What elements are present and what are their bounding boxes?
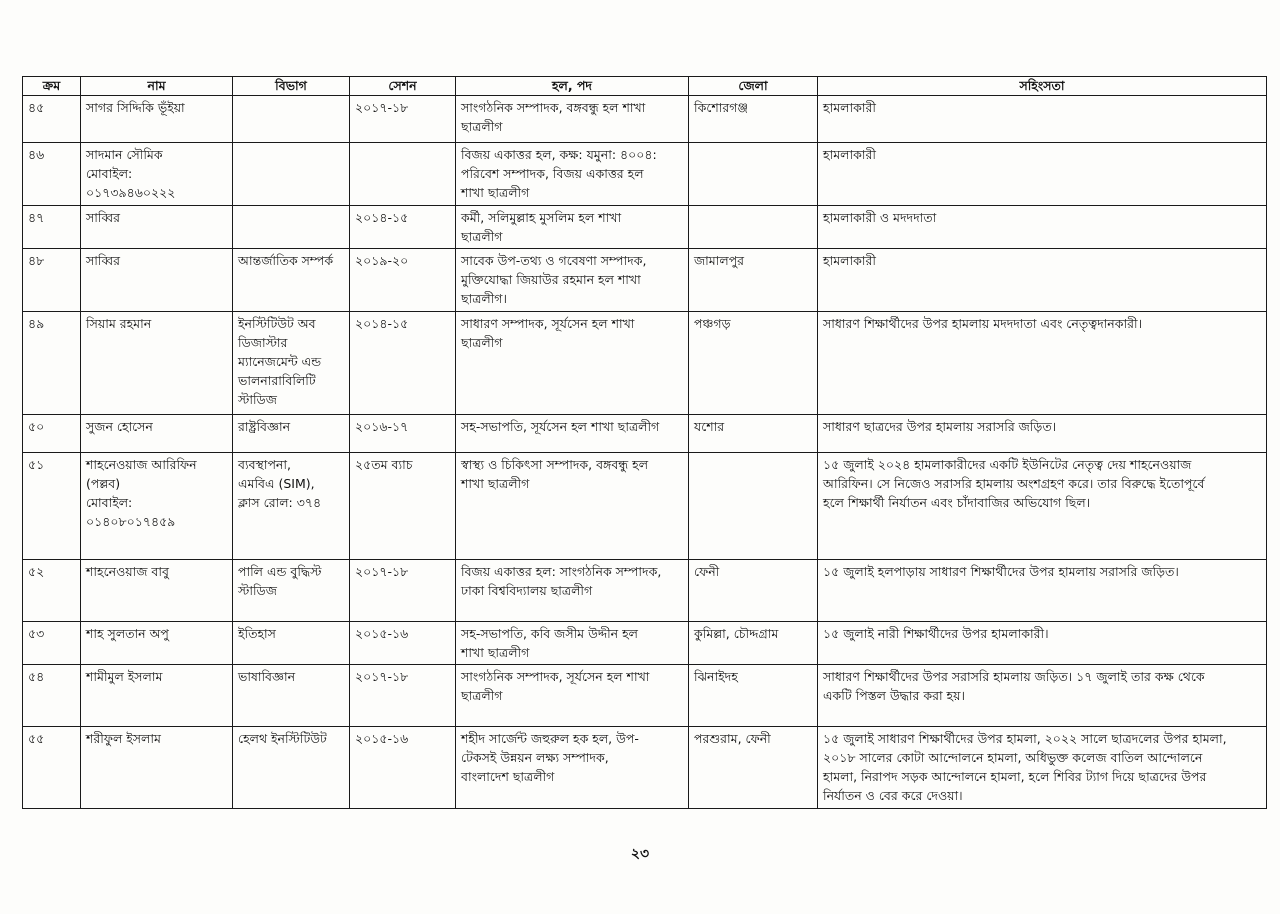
cell-department-line: স্টাডিজ: [238, 583, 277, 598]
cell-name-line: শামীমুল ইসলাম: [86, 669, 163, 684]
cell-violence-line: একটি পিস্তল উদ্ধার করা হয়।: [823, 688, 965, 703]
cell-district: [689, 727, 818, 809]
cell-serial: ৪৫: [23, 96, 81, 143]
cell-district-line: কিশোরগঞ্জ: [694, 100, 749, 115]
cell-violence-line: ১৫ জুলাই সাধারণ শিক্ষার্থীদের উপর হামলা, ২০২২ সালে ছাত্রদলের উপর হামলা,: [823, 731, 1227, 746]
cell-name-line: সুজন হোসেন: [86, 419, 153, 434]
cell-district-line: ফেনী: [694, 564, 720, 579]
cell-department: [233, 249, 350, 312]
cell-name: [81, 206, 233, 249]
cell-department-line: ইতিহাস: [238, 626, 276, 641]
header-violence: সহিংসতা: [818, 77, 1267, 96]
cell-district: [689, 249, 818, 312]
cell-session: ২০১৯-২০: [350, 249, 456, 312]
cell-department-line: ম্যানেজমেন্ট এন্ড: [238, 354, 322, 369]
cell-serial: ৪৯: [23, 312, 81, 415]
cell-department-line: ভালনারাবিলিটি: [238, 373, 316, 388]
cell-session: ২০১৪-১৫: [350, 312, 456, 415]
cell-violence: [818, 665, 1267, 727]
cell-hall-post: [456, 727, 689, 809]
cell-name-line: শাহ সুলতান অপু: [86, 626, 169, 641]
cell-session: ২০১৫-১৬: [350, 727, 456, 809]
cell-violence: [818, 206, 1267, 249]
cell-department-line: আন্তর্জাতিক সম্পর্ক: [238, 253, 334, 268]
cell-violence: [818, 622, 1267, 665]
table-row: [23, 727, 1267, 809]
cell-violence: [818, 96, 1267, 143]
cell-violence-line: সাধারণ শিক্ষার্থীদের উপর হামলায় মদদদাতা এবং নেতৃত্বদানকারী।: [823, 316, 1143, 331]
cell-name: [81, 143, 233, 206]
header-district: জেলা: [689, 77, 818, 96]
violence-table: [22, 76, 1267, 809]
cell-session: ২৫তম ব্যাচ: [350, 453, 456, 560]
cell-hall-post: [456, 415, 689, 453]
cell-hall-post-line: শাখা ছাত্রলীগ: [461, 476, 530, 491]
table-header-row: [23, 77, 1267, 96]
cell-violence-line: হামলাকারী: [823, 147, 876, 162]
table-row: [23, 665, 1267, 727]
cell-name: [81, 249, 233, 312]
cell-name-line: ০১৭৩৯৪৬০২২২: [86, 185, 176, 200]
header-serial: ক্রম: [23, 77, 81, 96]
cell-serial: ৫৪: [23, 665, 81, 727]
cell-hall-post-line: বিজয় একাত্তর হল, কক্ষ: যমুনা: ৪০০৪:: [461, 147, 657, 162]
cell-hall-post-line: সাবেক উপ-তথ্য ও গবেষণা সম্পাদক,: [461, 253, 647, 268]
cell-violence-line: ১৫ জুলাই হলপাড়ায় সাধারণ শিক্ষার্থীদের উপর হামলায় সরাসরি জড়িত।: [823, 564, 1179, 579]
cell-hall-post: [456, 312, 689, 415]
cell-session: ২০১৭-১৮: [350, 96, 456, 143]
cell-serial: ৪৮: [23, 249, 81, 312]
cell-serial: ৫৩: [23, 622, 81, 665]
cell-violence-line: সাধারণ শিক্ষার্থীদের উপর সরাসরি হামলায় জড়িত। ১৭ জুলাই তার কক্ষ থেকে: [823, 669, 1205, 684]
cell-hall-post-line: সাধারণ সম্পাদক, সূর্যসেন হল শাখা: [461, 316, 635, 331]
cell-hall-post: [456, 665, 689, 727]
cell-hall-post-line: ছাত্রলীগ।: [461, 291, 507, 306]
cell-department: [233, 622, 350, 665]
cell-hall-post-line: কর্মী, সলিমুল্লাহ মুসলিম হল শাখা: [461, 210, 622, 225]
cell-district: [689, 143, 818, 206]
cell-serial: ৪৭: [23, 206, 81, 249]
header-session: সেশন: [350, 77, 456, 96]
cell-violence-line: সাধারণ ছাত্রদের উপর হামলায় সরাসরি জড়িত।: [823, 419, 1057, 434]
cell-district-line: পঞ্চগড়: [694, 316, 731, 331]
cell-violence: [818, 249, 1267, 312]
cell-violence: [818, 453, 1267, 560]
cell-serial: ৪৬: [23, 143, 81, 206]
cell-department: [233, 727, 350, 809]
cell-department: [233, 453, 350, 560]
table-row: [23, 312, 1267, 415]
cell-hall-post: [456, 560, 689, 622]
cell-violence: [818, 312, 1267, 415]
cell-session: ২০১৫-১৬: [350, 622, 456, 665]
cell-hall-post: [456, 96, 689, 143]
cell-name: [81, 727, 233, 809]
page-number: ২৩: [630, 846, 650, 862]
cell-hall-post-line: স্বাস্থ্য ও চিকিৎসা সম্পাদক, বঙ্গবন্ধু হল: [461, 457, 649, 472]
cell-name: [81, 560, 233, 622]
cell-violence: [818, 415, 1267, 453]
table-body: [23, 96, 1267, 809]
cell-serial: ৫১: [23, 453, 81, 560]
cell-violence-line: হামলাকারী ও মদদদাতা: [823, 210, 937, 225]
cell-violence-line: আরিফিন। সে নিজেও সরাসরি হামলায় অংশগ্রহণ করে। তার বিরুদ্ধে ইতোপূর্বে: [823, 476, 1205, 491]
cell-name-line: শাহনেওয়াজ আরিফিন: [86, 457, 197, 472]
cell-serial: ৫২: [23, 560, 81, 622]
cell-hall-post-line: মুক্তিযোদ্ধা জিয়াউর রহমান হল শাখা: [461, 272, 641, 287]
cell-violence-line: হলে শিক্ষার্থী নির্যাতন এবং চাঁদাবাজির অভিযোগ ছিল।: [823, 495, 1091, 510]
cell-hall-post: [456, 143, 689, 206]
cell-session: ২০১৭-১৮: [350, 665, 456, 727]
cell-district-line: পরশুরাম, ফেনী: [694, 731, 771, 746]
cell-hall-post-line: শহীদ সার্জেন্ট জহুরুল হক হল, উপ-: [461, 731, 639, 746]
cell-district: [689, 560, 818, 622]
cell-department-line: ডিজাস্টার: [238, 335, 288, 350]
cell-department-line: পালি এন্ড বুদ্ধিস্ট: [238, 564, 322, 579]
cell-hall-post-line: ছাত্রলীগ: [461, 229, 503, 244]
cell-violence-line: হামলা, নিরাপদ সড়ক আন্দোলনে হামলা, হলে শিবির ট্যাগ দিয়ে ছাত্রদের উপর: [823, 769, 1207, 784]
header-department: বিভাগ: [233, 77, 350, 96]
table-row: [23, 96, 1267, 143]
cell-violence-line: হামলাকারী: [823, 253, 876, 268]
cell-district: [689, 453, 818, 560]
cell-name: [81, 665, 233, 727]
cell-hall-post: [456, 622, 689, 665]
cell-department: [233, 312, 350, 415]
cell-violence-line: হামলাকারী: [823, 100, 876, 115]
cell-name-line: শরীফুল ইসলাম: [86, 731, 161, 746]
cell-hall-post-line: সহ-সভাপতি, কবি জসীম উদ্দীন হল: [461, 626, 638, 641]
cell-name-line: (পল্লব): [86, 476, 121, 491]
table-row: [23, 143, 1267, 206]
cell-name-line: মোবাইল:: [86, 166, 133, 181]
header-hall-post: হল, পদ: [456, 77, 689, 96]
cell-district: [689, 96, 818, 143]
cell-district-line: কুমিল্লা, চৌদ্দগ্রাম: [694, 626, 779, 641]
cell-name: [81, 415, 233, 453]
cell-hall-post: [456, 249, 689, 312]
cell-violence: [818, 143, 1267, 206]
cell-serial: ৫৫: [23, 727, 81, 809]
cell-hall-post-line: ছাত্রলীগ: [461, 335, 503, 350]
table-row: [23, 622, 1267, 665]
cell-department: [233, 143, 350, 206]
cell-violence-line: ২০১৮ সালের কোটা আন্দোলনে হামলা, অধিভুক্ত কলেজ বাতিল আন্দোলনে: [823, 750, 1203, 765]
cell-name-line: মোবাইল:: [86, 495, 133, 510]
cell-hall-post-line: সাংগঠনিক সম্পাদক, সূর্যসেন হল শাখা: [461, 669, 650, 684]
cell-hall-post-line: সাংগঠনিক সম্পাদক, বঙ্গবন্ধু হল শাখা: [461, 100, 646, 115]
table-row: [23, 560, 1267, 622]
cell-hall-post-line: পরিবেশ সম্পাদক, বিজয় একাত্তর হল: [461, 166, 644, 181]
cell-violence: [818, 727, 1267, 809]
cell-department: [233, 560, 350, 622]
cell-name: [81, 453, 233, 560]
cell-name-line: সাগর সিদ্দিকি ভূঁইয়া: [86, 100, 185, 115]
cell-hall-post-line: বাংলাদেশ ছাত্রলীগ: [461, 769, 555, 784]
cell-district-line: ঝিনাইদহ: [694, 669, 738, 684]
cell-district: [689, 312, 818, 415]
cell-hall-post-line: ঢাকা বিশ্ববিদ্যালয় ছাত্রলীগ: [461, 583, 593, 598]
cell-department-line: এমবিএ (SIM),: [238, 476, 315, 491]
cell-name: [81, 96, 233, 143]
cell-department: [233, 206, 350, 249]
cell-hall-post: [456, 453, 689, 560]
cell-department-line: স্টাডিজ: [238, 392, 277, 407]
table-row: [23, 249, 1267, 312]
cell-name-line: সিয়াম রহমান: [86, 316, 152, 331]
cell-hall-post-line: বিজয় একাত্তর হল: সাংগঠনিক সম্পাদক,: [461, 564, 662, 579]
cell-hall-post-line: শাখা ছাত্রলীগ: [461, 185, 530, 200]
cell-hall-post-line: ছাত্রলীগ: [461, 688, 503, 703]
cell-name-line: সাদমান সৌমিক: [86, 147, 163, 162]
cell-department-line: ইনস্টিটিউট অব: [238, 316, 316, 331]
cell-session: ২০১৬-১৭: [350, 415, 456, 453]
cell-department-line: হেলথ ইনস্টিটিউট: [238, 731, 327, 746]
cell-department: [233, 665, 350, 727]
cell-name: [81, 312, 233, 415]
cell-hall-post-line: শাখা ছাত্রলীগ: [461, 645, 530, 660]
table-row: [23, 453, 1267, 560]
cell-violence-line: ১৫ জুলাই ২০২৪ হামলাকারীদের একটি ইউনিটের নেতৃত্ব দেয় শাহনেওয়াজ: [823, 457, 1192, 472]
cell-violence: [818, 560, 1267, 622]
cell-district: [689, 206, 818, 249]
cell-name-line: শাহনেওয়াজ বাবু: [86, 564, 169, 579]
cell-district: [689, 622, 818, 665]
cell-name: [81, 622, 233, 665]
cell-hall-post: [456, 206, 689, 249]
header-name: নাম: [81, 77, 233, 96]
cell-name-line: ০১৪০৮০১৭৪৫৯: [86, 514, 176, 529]
cell-serial: ৫০: [23, 415, 81, 453]
cell-session: ২০১৪-১৫: [350, 206, 456, 249]
cell-department-line: ব্যবস্থাপনা,: [238, 457, 291, 472]
cell-district-line: জামালপুর: [694, 253, 745, 268]
cell-district-line: যশোর: [694, 419, 725, 434]
cell-district: [689, 415, 818, 453]
cell-violence-line: ১৫ জুলাই নারী শিক্ষার্থীদের উপর হামলাকারী।: [823, 626, 1049, 641]
cell-violence-line: নির্যাতন ও বের করে দেওয়া।: [823, 788, 963, 803]
cell-department-line: রাষ্ট্রবিজ্ঞান: [238, 419, 291, 434]
cell-session: [350, 143, 456, 206]
cell-department: [233, 415, 350, 453]
cell-department: [233, 96, 350, 143]
cell-name-line: সাব্বির: [86, 253, 120, 268]
table-row: [23, 415, 1267, 453]
cell-hall-post-line: ছাত্রলীগ: [461, 119, 503, 134]
cell-session: ২০১৭-১৮: [350, 560, 456, 622]
cell-name-line: সাব্বির: [86, 210, 120, 225]
cell-hall-post-line: সহ-সভাপতি, সূর্যসেন হল শাখা ছাত্রলীগ: [461, 419, 660, 434]
table-row: [23, 206, 1267, 249]
cell-district: [689, 665, 818, 727]
cell-department-line: ভাষাবিজ্ঞান: [238, 669, 296, 684]
cell-hall-post-line: টেকসই উন্নয়ন লক্ষ্য সম্পাদক,: [461, 750, 609, 765]
cell-department-line: ক্লাস রোল: ৩৭৪: [238, 495, 322, 510]
